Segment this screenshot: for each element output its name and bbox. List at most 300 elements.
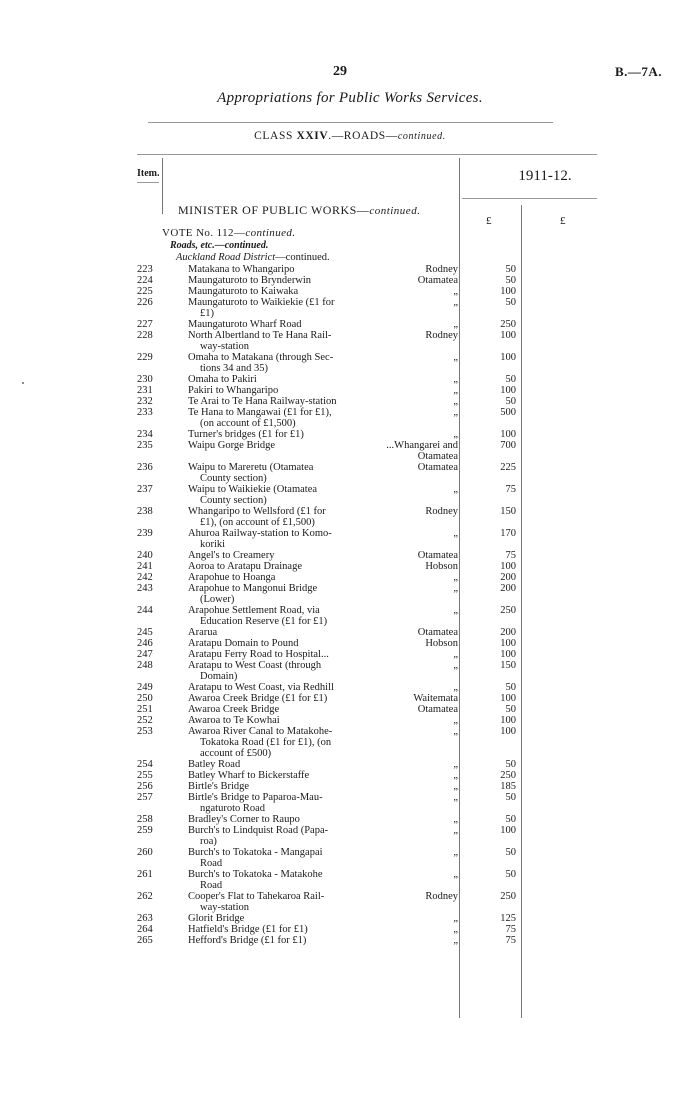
county-line: „ [453, 682, 458, 693]
county-name [378, 440, 458, 462]
county-line: Otamatea [417, 275, 458, 286]
item-description [188, 572, 375, 583]
table-row [0, 286, 700, 297]
item-column-header: Item. [137, 168, 160, 179]
description-line: way-station [200, 902, 249, 913]
county-line: „ [453, 847, 458, 858]
table-row [0, 462, 700, 484]
description-line: Bradley's Corner to Raupo [188, 814, 300, 825]
table-row [0, 550, 700, 561]
item-number: 224 [137, 275, 153, 286]
county-line: Hobson [425, 561, 458, 572]
table-row [0, 330, 700, 352]
table-row [0, 726, 700, 759]
item-number: 262 [137, 891, 153, 902]
description-line: tions 34 and 35) [200, 363, 268, 374]
item-description [188, 407, 375, 429]
item-amount: 100 [500, 385, 516, 396]
item-amount: 50 [505, 869, 516, 880]
item-number: 230 [137, 374, 153, 385]
description-line: Burch's to Tokatoka - Mangapai [188, 847, 323, 858]
description-line: Arapohue Settlement Road, via [188, 605, 320, 616]
table-row [0, 396, 700, 407]
item-amount: 100 [500, 715, 516, 726]
item-number: 234 [137, 429, 153, 440]
description-line: Cooper's Flat to Tahekaroa Rail- [188, 891, 325, 902]
county-name [378, 847, 458, 858]
item-amount: 75 [505, 550, 516, 561]
county-line: „ [453, 913, 458, 924]
county-name [378, 286, 458, 297]
description-line: Pakiri to Whangaripo [188, 385, 279, 396]
item-description [188, 715, 375, 726]
county-name [378, 484, 458, 495]
page-title: Appropriations for Public Works Services. [217, 90, 483, 106]
item-description [188, 319, 375, 330]
description-line: Turner's bridges (£1 for £1) [188, 429, 304, 440]
description-line: Waipu Gorge Bridge [188, 440, 276, 451]
item-description [188, 506, 375, 528]
description-line: Road [200, 880, 223, 891]
item-amount: 150 [500, 660, 516, 671]
description-line: Hefford's Bridge (£1 for £1) [188, 935, 307, 946]
item-amount: 50 [505, 374, 516, 385]
minister-label: MINISTER OF PUBLIC WORKS— [178, 203, 370, 217]
county-line: Otamatea [417, 704, 458, 715]
item-description [188, 847, 375, 869]
description-line: Awaroa Creek Bridge [188, 704, 280, 715]
table-row [0, 693, 700, 704]
item-number: 244 [137, 605, 153, 616]
item-number: 249 [137, 682, 153, 693]
item-description [188, 924, 375, 935]
item-description [188, 275, 375, 286]
table-row [0, 297, 700, 319]
county-name [378, 913, 458, 924]
description-line: Aratapu Domain to Pound [188, 638, 299, 649]
item-amount: 50 [505, 704, 516, 715]
item-description [188, 682, 375, 693]
table-row [0, 847, 700, 869]
vote-heading [162, 227, 295, 239]
description-line: roa) [200, 836, 217, 847]
table-row [0, 682, 700, 693]
item-number: 237 [137, 484, 153, 495]
item-description [188, 770, 375, 781]
table-row [0, 264, 700, 275]
county-line: „ [453, 352, 458, 363]
description-line: Maungaturoto Wharf Road [188, 319, 302, 330]
item-description [188, 627, 375, 638]
item-description [188, 704, 375, 715]
item-description [188, 649, 375, 660]
item-amount: 250 [500, 770, 516, 781]
item-description [188, 297, 375, 319]
item-description [188, 935, 375, 946]
item-column-divider [162, 158, 163, 214]
roads-heading: Roads, etc.—continued. [170, 240, 269, 251]
year-header-underline [462, 198, 597, 199]
description-line: Awaroa River Canal to Matakohe- [188, 726, 333, 737]
county-line: „ [453, 935, 458, 946]
table-row [0, 319, 700, 330]
county-line: „ [453, 924, 458, 935]
county-line: „ [453, 319, 458, 330]
class-roman: XXIV [296, 130, 329, 142]
vote-label: VOTE No. 112— [162, 227, 246, 239]
county-name [378, 352, 458, 363]
minister-heading [178, 203, 420, 218]
county-line: Otamatea [417, 462, 458, 473]
item-description [188, 583, 375, 605]
item-description [188, 660, 375, 682]
item-number: 259 [137, 825, 153, 836]
county-name [378, 264, 458, 275]
item-description [188, 561, 375, 572]
item-amount: 100 [500, 726, 516, 737]
county-line: „ [453, 528, 458, 539]
county-line: „ [453, 715, 458, 726]
item-amount: 170 [500, 528, 516, 539]
description-line: Glorit Bridge [188, 913, 245, 924]
table-top-rule [137, 154, 597, 155]
item-amount: 50 [505, 264, 516, 275]
table-row [0, 429, 700, 440]
county-line: Waitemata [413, 693, 458, 704]
description-line: Aratapu to West Coast (through [188, 660, 322, 671]
county-line: Rodney [425, 506, 458, 517]
item-amount: 100 [500, 352, 516, 363]
table-row [0, 528, 700, 550]
item-number: 247 [137, 649, 153, 660]
description-line: ngaturoto Road [200, 803, 266, 814]
item-description [188, 484, 375, 506]
county-name [378, 407, 458, 418]
item-number: 242 [137, 572, 153, 583]
description-line: account of £500) [200, 748, 272, 759]
class-continued: continued. [397, 131, 446, 142]
county-name [378, 627, 458, 638]
item-number: 226 [137, 297, 153, 308]
appropriation-table [0, 264, 700, 946]
item-amount: 50 [505, 297, 516, 308]
county-line: „ [453, 781, 458, 792]
description-line: Maungaturoto to Brynderwin [188, 275, 312, 286]
county-line: „ [453, 407, 458, 418]
item-description [188, 638, 375, 649]
county-name [378, 682, 458, 693]
item-number: 231 [137, 385, 153, 396]
county-name [378, 374, 458, 385]
county-name [378, 319, 458, 330]
item-description [188, 726, 375, 759]
item-description [188, 396, 375, 407]
county-name [378, 330, 458, 341]
item-description [188, 440, 375, 451]
county-name [378, 605, 458, 616]
county-name [378, 715, 458, 726]
item-amount: 150 [500, 506, 516, 517]
item-amount: 75 [505, 484, 516, 495]
item-description [188, 286, 375, 297]
document-reference: B.—7A. [614, 64, 662, 79]
county-line: Hobson [425, 638, 458, 649]
item-amount: 100 [500, 693, 516, 704]
description-line: Waipu to Waikiekie (Otamatea [188, 484, 318, 495]
county-line: Otamatea [417, 550, 458, 561]
item-description [188, 693, 375, 704]
item-amount: 225 [500, 462, 516, 473]
county-name [378, 550, 458, 561]
table-row [0, 561, 700, 572]
item-amount: 75 [505, 924, 516, 935]
table-row [0, 407, 700, 429]
item-amount: 100 [500, 561, 516, 572]
item-number: 255 [137, 770, 153, 781]
description-line: County section) [200, 473, 267, 484]
item-number: 263 [137, 913, 153, 924]
table-row [0, 583, 700, 605]
county-name [378, 825, 458, 836]
item-amount: 50 [505, 682, 516, 693]
item-amount: 125 [500, 913, 516, 924]
county-name [378, 792, 458, 803]
table-row [0, 352, 700, 374]
district-heading [176, 252, 330, 263]
pound-sign-totals: £ [560, 215, 566, 227]
table-row [0, 660, 700, 682]
item-description [188, 429, 375, 440]
county-line: „ [453, 605, 458, 616]
item-number: 227 [137, 319, 153, 330]
table-row [0, 638, 700, 649]
vote-continued: continued. [245, 227, 296, 239]
description-line: £1) [200, 308, 214, 319]
item-description [188, 891, 375, 913]
description-line: Ahuroa Railway-station to Komo- [188, 528, 332, 539]
county-name [378, 704, 458, 715]
item-amount: 250 [500, 319, 516, 330]
description-line: (Lower) [200, 594, 235, 605]
item-amount: 200 [500, 583, 516, 594]
item-number: 232 [137, 396, 153, 407]
item-description [188, 759, 375, 770]
item-number: 260 [137, 847, 153, 858]
county-name [378, 506, 458, 517]
item-amount: 185 [500, 781, 516, 792]
county-line: „ [453, 572, 458, 583]
item-number: 243 [137, 583, 153, 594]
county-name [378, 528, 458, 539]
item-number: 239 [137, 528, 153, 539]
county-name [378, 275, 458, 286]
item-header-underline [137, 182, 159, 183]
description-line: Awaroa to Te Kowhai [188, 715, 280, 726]
table-row [0, 649, 700, 660]
county-name [378, 693, 458, 704]
county-line: „ [453, 869, 458, 880]
county-name [378, 561, 458, 572]
table-row [0, 374, 700, 385]
county-name [378, 462, 458, 473]
county-line: „ [453, 484, 458, 495]
description-line: North Albertland to Te Hana Rail- [188, 330, 332, 341]
item-number: 238 [137, 506, 153, 517]
item-amount: 100 [500, 638, 516, 649]
county-line: Rodney [425, 891, 458, 902]
item-description [188, 330, 375, 352]
description-line: Domain) [200, 671, 238, 682]
county-line: „ [453, 429, 458, 440]
county-line: „ [453, 385, 458, 396]
item-number: 241 [137, 561, 153, 572]
county-line: Otamatea [417, 451, 458, 462]
description-line: koriki [200, 539, 226, 550]
item-number: 257 [137, 792, 153, 803]
item-amount: 100 [500, 286, 516, 297]
item-amount: 100 [500, 330, 516, 341]
table-row [0, 484, 700, 506]
county-line: „ [453, 286, 458, 297]
item-number: 250 [137, 693, 153, 704]
county-line: Rodney [425, 330, 458, 341]
district-continued: —continued. [275, 252, 330, 263]
county-name [378, 891, 458, 902]
county-name [378, 935, 458, 946]
county-line: Otamatea [417, 627, 458, 638]
item-number: 246 [137, 638, 153, 649]
item-amount: 50 [505, 759, 516, 770]
item-amount: 100 [500, 429, 516, 440]
table-row [0, 627, 700, 638]
county-line: „ [453, 297, 458, 308]
description-line: Matakana to Whangaripo [188, 264, 295, 275]
page-number: 29 [333, 64, 347, 79]
description-line: Maungaturoto to Kaiwaka [188, 286, 299, 297]
table-row [0, 781, 700, 792]
county-line: „ [453, 814, 458, 825]
county-name [378, 297, 458, 308]
item-description [188, 528, 375, 550]
item-number: 248 [137, 660, 153, 671]
description-line: Hatfield's Bridge (£1 for £1) [188, 924, 308, 935]
county-name [378, 924, 458, 935]
county-name [378, 572, 458, 583]
item-description [188, 605, 375, 627]
table-row [0, 715, 700, 726]
item-number: 254 [137, 759, 153, 770]
item-description [188, 792, 375, 814]
description-line: Whangaripo to Wellsford (£1 for [188, 506, 326, 517]
county-name [378, 770, 458, 781]
item-description [188, 814, 375, 825]
item-number: 252 [137, 715, 153, 726]
description-line: Birtle's Bridge to Paparoa-Mau- [188, 792, 323, 803]
item-description [188, 385, 375, 396]
item-description [188, 550, 375, 561]
table-row [0, 770, 700, 781]
description-line: Te Hana to Mangawai (£1 for £1), [188, 407, 332, 418]
item-description [188, 462, 375, 484]
item-number: 235 [137, 440, 153, 451]
table-row [0, 792, 700, 814]
table-row [0, 814, 700, 825]
item-amount: 500 [500, 407, 516, 418]
county-name [378, 660, 458, 671]
description-line: Arapohue to Hoanga [188, 572, 276, 583]
item-number: 223 [137, 264, 153, 275]
county-name [378, 759, 458, 770]
description-line: Batley Wharf to Bickerstaffe [188, 770, 310, 781]
title-rule [148, 122, 553, 123]
county-name [378, 396, 458, 407]
item-number: 264 [137, 924, 153, 935]
table-row [0, 935, 700, 946]
table-row [0, 891, 700, 913]
description-line: Waipu to Mareretu (Otamatea [188, 462, 314, 473]
year-column-header: 1911-12. [518, 168, 572, 184]
county-line: „ [453, 649, 458, 660]
description-line: Education Reserve (£1 for £1) [200, 616, 328, 627]
county-line: „ [453, 759, 458, 770]
item-description [188, 264, 375, 275]
item-description [188, 781, 375, 792]
table-row [0, 924, 700, 935]
district-label: Auckland Road District [176, 252, 276, 263]
description-line: Angel's to Creamery [188, 550, 275, 561]
county-line: „ [453, 374, 458, 385]
county-line: „ [453, 583, 458, 594]
county-line: „ [453, 396, 458, 407]
description-line: Tokatoka Road (£1 for £1), (on [200, 737, 332, 748]
item-description [188, 913, 375, 924]
item-number: 251 [137, 704, 153, 715]
county-line: „ [453, 792, 458, 803]
table-row [0, 913, 700, 924]
county-line: ...Whangarei and [386, 440, 458, 451]
county-name [378, 429, 458, 440]
item-number: 265 [137, 935, 153, 946]
description-line: Maungaturoto to Waikiekie (£1 for [188, 297, 335, 308]
description-line: Burch's to Lindquist Road (Papa- [188, 825, 329, 836]
item-amount: 50 [505, 396, 516, 407]
item-number: 228 [137, 330, 153, 341]
description-line: Te Arai to Te Hana Railway-station [188, 396, 337, 407]
description-line: Aratapu to West Coast, via Redhill [188, 682, 334, 693]
item-description [188, 869, 375, 891]
county-name [378, 649, 458, 660]
description-line: Road [200, 858, 223, 869]
county-name [378, 638, 458, 649]
description-line: £1), (on account of £1,500) [200, 517, 315, 528]
item-amount: 50 [505, 847, 516, 858]
item-number: 256 [137, 781, 153, 792]
table-row [0, 869, 700, 891]
table-row [0, 825, 700, 847]
minister-continued: continued. [369, 205, 421, 217]
county-line: „ [453, 770, 458, 781]
class-prefix: CLASS [254, 130, 297, 142]
item-description [188, 352, 375, 374]
item-amount: 250 [500, 891, 516, 902]
item-number: 236 [137, 462, 153, 473]
description-line: Ararua [188, 627, 218, 638]
description-line: Birtle's Bridge [188, 781, 250, 792]
item-amount: 100 [500, 649, 516, 660]
table-row [0, 275, 700, 286]
county-name [378, 869, 458, 880]
item-number: 233 [137, 407, 153, 418]
